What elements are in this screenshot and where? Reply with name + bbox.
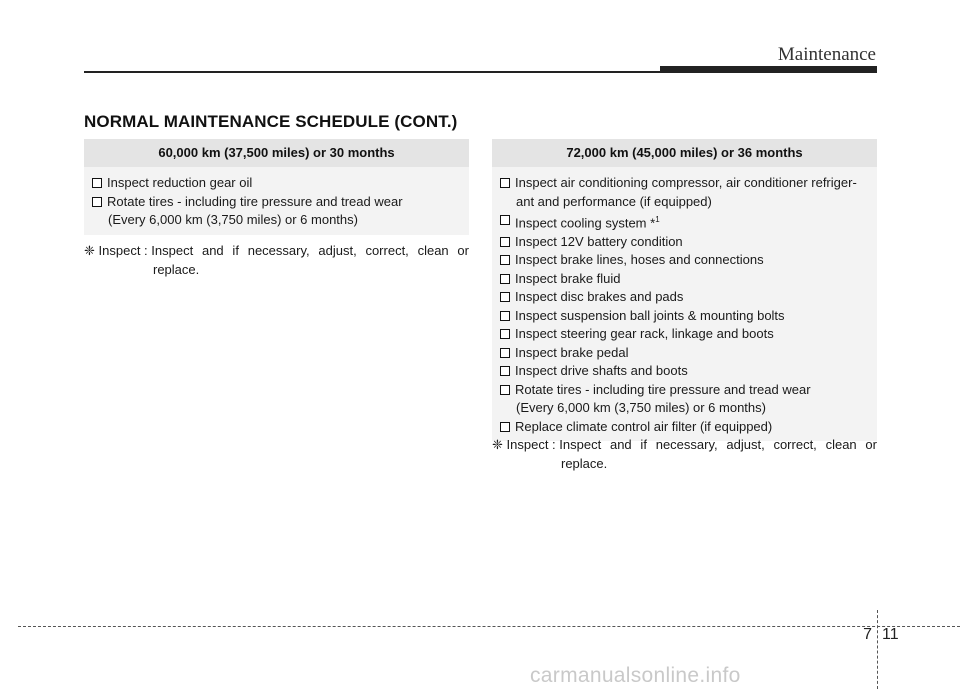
note-text-continued: replace. xyxy=(561,456,608,471)
list-item xyxy=(500,418,869,437)
checkbox-icon xyxy=(500,311,510,321)
item-text: Inspect brake lines, hoses and connections xyxy=(515,252,764,268)
watermark: carmanualsonline.info xyxy=(530,664,741,687)
list-item xyxy=(500,211,869,233)
note-text: Inspect and if necessary, adjust, correct, clean or xyxy=(151,243,469,258)
item-text: Inspect brake fluid xyxy=(515,270,621,286)
footnote-marker: 1 xyxy=(655,215,660,224)
checkbox-icon xyxy=(500,366,510,376)
note-mark-icon: ❈ xyxy=(492,437,503,452)
inspect-note xyxy=(492,435,877,473)
list-item xyxy=(500,174,869,193)
schedule-72000km xyxy=(492,139,877,441)
schedule-interval-title: 60,000 km (37,500 miles) or 30 months xyxy=(84,139,469,167)
item-subtext: ant and performance (if equipped) xyxy=(516,193,712,209)
section-title: Maintenance xyxy=(777,44,876,65)
header-tab-bar xyxy=(660,66,877,73)
item-text: Inspect disc brakes and pads xyxy=(515,289,684,305)
list-item xyxy=(500,325,869,344)
list-item xyxy=(92,174,461,193)
checkbox-icon xyxy=(500,385,510,395)
checkbox-icon xyxy=(500,292,510,302)
schedule-items xyxy=(84,167,469,235)
item-text: Rotate tires - including tire pressure and tread wear xyxy=(515,381,811,397)
checkbox-icon xyxy=(92,197,102,207)
checkbox-icon xyxy=(92,178,102,188)
checkbox-icon xyxy=(500,178,510,188)
note-text-continued: replace. xyxy=(153,262,200,277)
item-text: Inspect drive shafts and boots xyxy=(515,363,688,379)
list-item xyxy=(500,288,869,307)
item-text: Inspect steering gear rack, linkage and boots xyxy=(515,326,774,342)
checkbox-icon xyxy=(500,422,510,432)
item-subtext: (Every 6,000 km (3,750 miles) or 6 months) xyxy=(108,212,358,227)
list-item xyxy=(500,362,869,381)
footer-rule xyxy=(18,626,960,627)
list-item xyxy=(500,344,869,363)
schedule-60000km xyxy=(84,139,469,235)
list-item xyxy=(500,307,869,326)
footer-divider xyxy=(877,610,878,689)
item-text: Replace climate control air filter (if equipped) xyxy=(515,418,773,434)
schedule-items xyxy=(492,167,877,441)
item-text: Inspect cooling system *$^1$ xyxy=(515,215,660,231)
list-item xyxy=(500,270,869,289)
note-mark-icon: ❈ xyxy=(84,243,95,258)
schedule-interval-title: 72,000 km (45,000 miles) or 36 months xyxy=(492,139,877,167)
item-text: Inspect air conditioning compressor, air conditioner refriger- xyxy=(515,175,857,190)
chapter-number: 7 xyxy=(863,626,872,643)
item-text: Inspect brake pedal xyxy=(515,344,629,360)
list-item xyxy=(500,251,869,270)
note-text: Inspect and if necessary, adjust, correct, clean or xyxy=(559,437,877,452)
checkbox-icon xyxy=(500,237,510,247)
checkbox-icon xyxy=(500,215,510,225)
item-text: Rotate tires - including tire pressure and tread wear xyxy=(107,193,403,209)
item-subtext: (Every 6,000 km (3,750 miles) or 6 months) xyxy=(516,400,766,416)
page-heading: NORMAL MAINTENANCE SCHEDULE (CONT.) xyxy=(84,112,458,131)
checkbox-icon xyxy=(500,274,510,284)
header-rule xyxy=(84,71,664,73)
list-item xyxy=(92,193,461,212)
checkbox-icon xyxy=(500,329,510,339)
list-item xyxy=(500,233,869,252)
item-text: Inspect 12V battery condition xyxy=(515,233,683,249)
note-label: Inspect : xyxy=(94,243,152,258)
list-item xyxy=(500,381,869,400)
page-number: 11 xyxy=(882,626,899,643)
checkbox-icon xyxy=(500,255,510,265)
item-text: Inspect suspension ball joints & mounting bolts xyxy=(515,307,785,323)
inspect-note xyxy=(84,241,469,279)
checkbox-icon xyxy=(500,348,510,358)
item-text: Inspect reduction gear oil xyxy=(107,175,253,190)
note-label: Inspect : xyxy=(502,437,560,452)
